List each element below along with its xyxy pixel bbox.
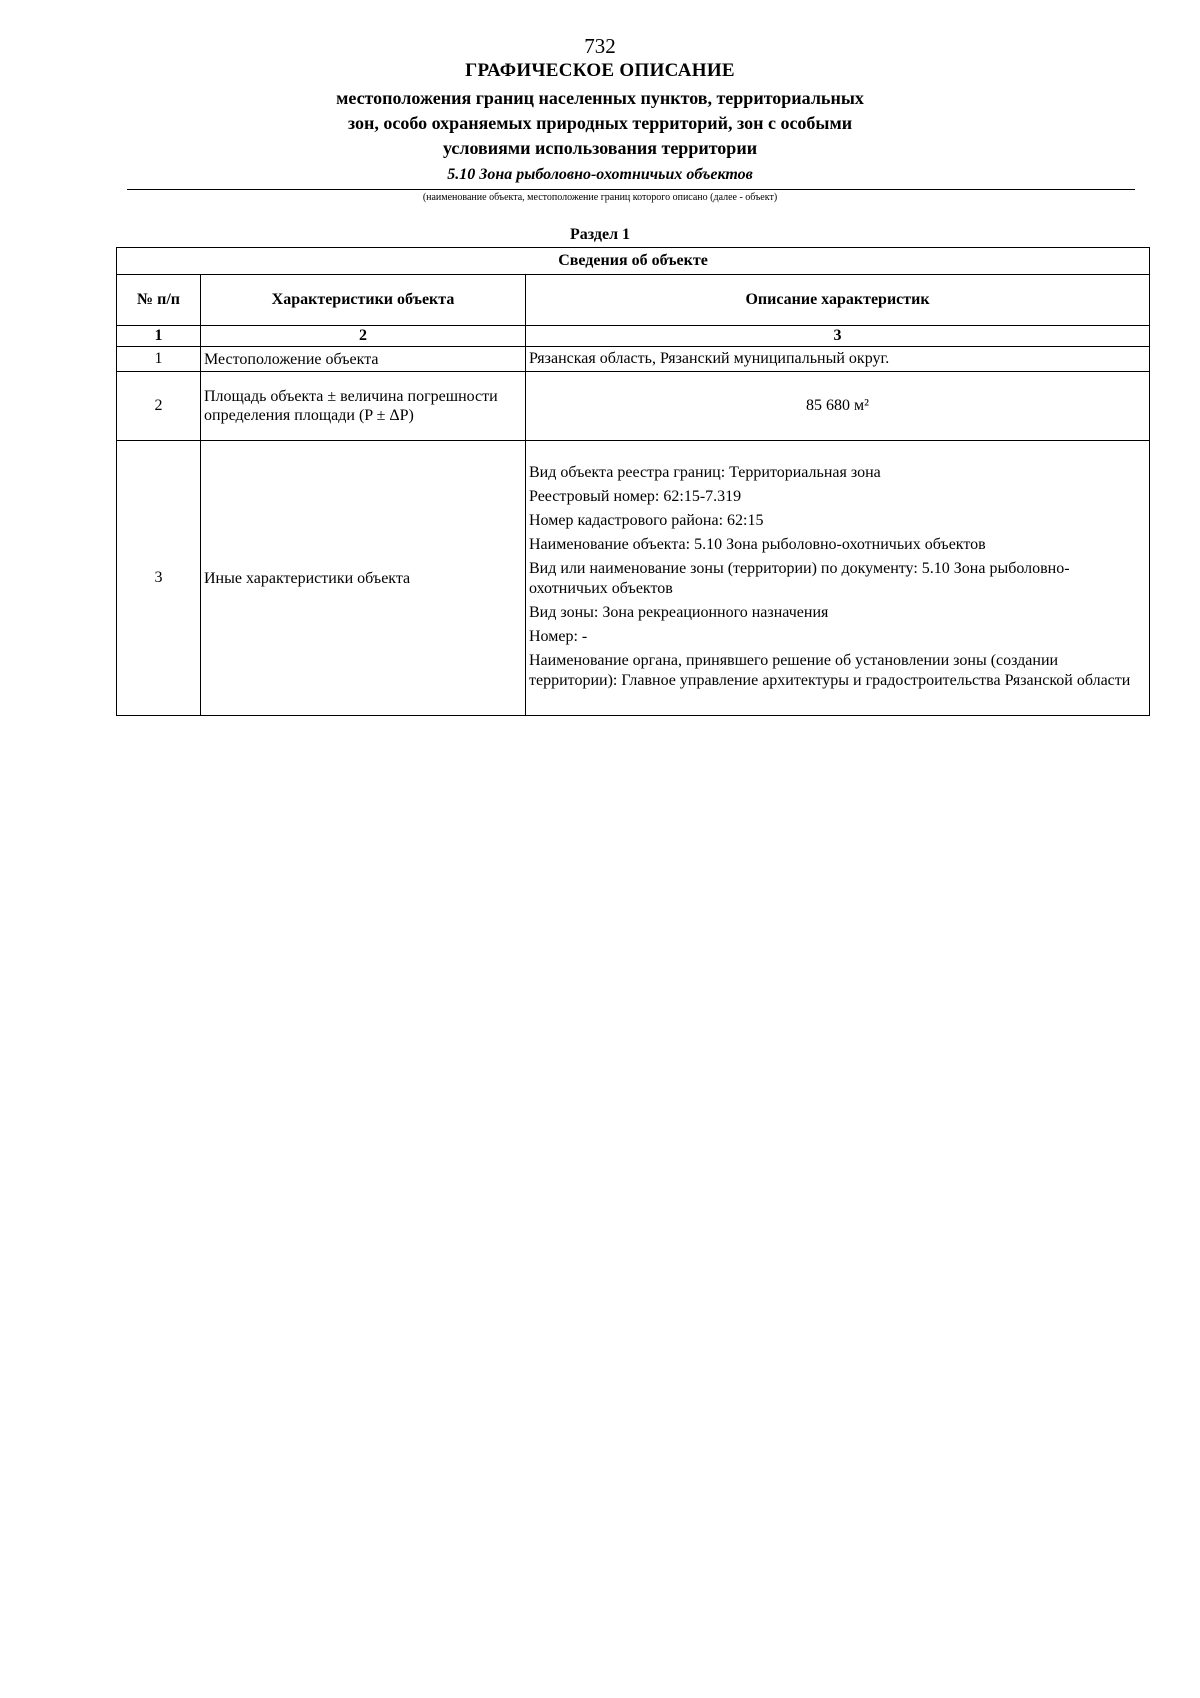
page-number: 732 <box>584 34 616 58</box>
description-line: Номер: - <box>529 627 588 645</box>
index-cell: 2 <box>201 326 526 347</box>
subtitle-line: местоположения границ населенных пунктов, территориальных <box>336 88 864 108</box>
description-line: Наименование объекта: 5.10 Зона рыболовно-охотничьих объектов <box>529 535 986 553</box>
document-subtitle <box>200 86 1000 161</box>
table-row <box>117 441 1150 716</box>
document-title: ГРАФИЧЕСКОЕ ОПИСАНИЕ <box>465 60 735 81</box>
row-number: 1 <box>117 347 201 372</box>
subtitle-line: зон, особо охраняемых природных территорий, зон с особыми <box>347 113 853 133</box>
row-characteristic: Площадь объекта ± величина погрешности определения площади (P ± ΔP) <box>201 372 526 441</box>
table-row <box>117 347 1150 372</box>
row-characteristic: Иные характеристики объекта <box>201 441 526 716</box>
table-caption: Сведения об объекте <box>117 248 1150 275</box>
table-header-row <box>117 275 1150 326</box>
description-line: Реестровый номер: 62:15-7.319 <box>529 487 742 505</box>
header-description: Описание характеристик <box>526 275 1150 326</box>
description-line: Вид или наименование зоны (территории) по документу: 5.10 Зона рыболовно-охотничьих объектов <box>529 559 1070 597</box>
row-number: 2 <box>117 372 201 441</box>
row-number: 3 <box>117 441 201 716</box>
index-cell: 1 <box>117 326 201 347</box>
object-name: 5.10 Зона рыболовно-охотничьих объектов <box>447 166 753 183</box>
subtitle-line: условиями использования территории <box>442 138 758 158</box>
header-num: № п/п <box>117 275 201 326</box>
row-characteristic: Местоположение объекта <box>201 347 526 372</box>
header-characteristic: Характеристики объекта <box>201 275 526 326</box>
table-caption-row <box>117 248 1150 275</box>
row-description: Рязанская область, Рязанский муниципальный округ. <box>526 347 1150 372</box>
section-title: Раздел 1 <box>569 226 631 243</box>
object-name-caption: (наименование объекта, местоположение границ которого описано (далее - объект) <box>422 192 778 203</box>
table-row <box>117 372 1150 441</box>
table-index-row <box>117 326 1150 347</box>
description-line: Вид объекта реестра границ: Территориальная зона <box>529 463 881 481</box>
object-name-underline <box>127 189 1135 190</box>
object-info-table <box>116 247 1150 716</box>
description-line: Наименование органа, принявшего решение об установлении зоны (создании территории): Главное управление архитектуры и градостроительства Рязанской области <box>529 651 1131 689</box>
description-line: Вид зоны: Зона рекреационного назначения <box>529 603 829 621</box>
index-cell: 3 <box>526 326 1150 347</box>
description-line: Номер кадастрового района: 62:15 <box>529 511 764 529</box>
row-description <box>526 441 1150 716</box>
row-description: 85 680 м² <box>526 372 1150 441</box>
